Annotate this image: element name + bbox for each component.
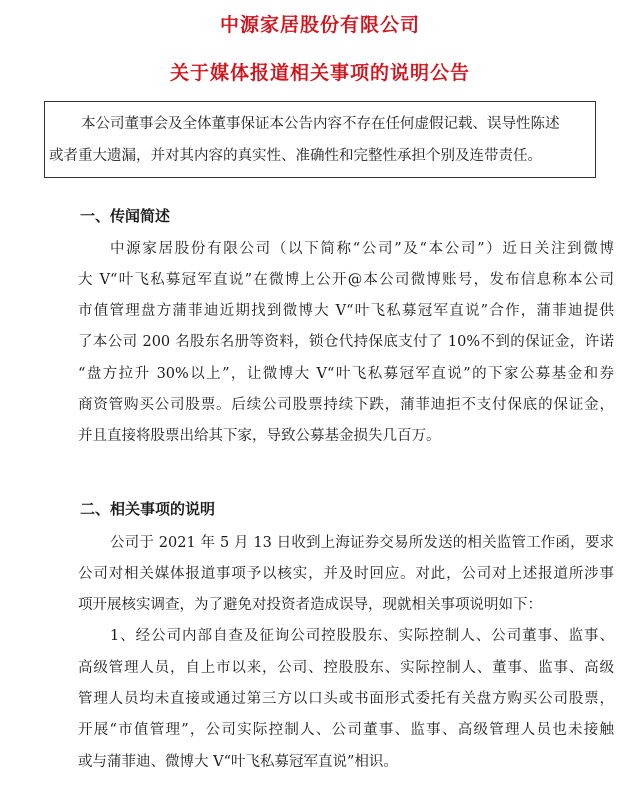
section-2-line: 项开展核实调查，为了避免对投资者造成误导，现就相关事项说明如下：	[78, 597, 542, 613]
notice-line-2: 或者重大遗漏，并对其内容的真实性、准确性和完整性承担个别及连带责任。	[49, 148, 542, 164]
section-1-line: 商资管购买公司股票。后续公司股票持续下跌，蒲菲迪拒不支付保底的保证金，	[78, 397, 614, 413]
section-1-line: 并且直接将股票出给其下家，导致公募基金损失几百万。	[78, 428, 441, 444]
section-2-line: 公司于 2021 年 5 月 13 日收到上海证券交易所发送的相关监管工作函，要求	[110, 535, 614, 551]
section-1-heading: 一、传闻简述	[80, 207, 171, 225]
board-guarantee-notice	[44, 101, 596, 178]
section-1-line: 市值管理盘方蒲菲迪近期找到微博大 V“叶飞私募冠军直说”合作，蒲菲迪提供	[78, 303, 614, 319]
section-1-line: 中源家居股份有限公司（以下简称“公司”及“本公司”）近日关注到微博	[110, 241, 614, 257]
section-2-line: 1、经公司内部自查及征询公司控股股东、实际控制人、公司董事、监事、	[110, 628, 614, 644]
section-1-line: 大 V“叶飞私募冠军直说”在微博上公开@本公司微博账号，发布信息称本公司	[78, 272, 614, 288]
section-2-line: 管理人员均未直接或通过第三方以口头或书面形式委托有关盘方购买公司股票，	[78, 691, 614, 707]
section-2-line: 开展“市值管理”，公司实际控制人、公司董事、监事、高级管理人员也未接触	[78, 722, 614, 738]
announcement-title: 关于媒体报道相关事项的说明公告	[169, 62, 470, 84]
notice-line-1: 本公司董事会及全体董事保证本公告内容不存在任何虚假记载、误导性陈述	[81, 116, 560, 132]
section-1-line: “盘方拉升 30%以上”，让微博大 V“叶飞私募冠军直说”的下家公募基金和券	[78, 366, 614, 382]
section-2-line: 或与蒲菲迪、微博大 V“叶飞私募冠军直说”相识。	[78, 754, 398, 770]
section-1-line: 了本公司 200 名股东名册等资料，锁仓代持保底支付了 10%不到的保证金，许诺	[78, 334, 614, 350]
section-2-line: 公司对相关媒体报道事项予以核实，并及时回应。对此，公司对上述报道所涉事	[78, 566, 614, 582]
company-name: 中源家居股份有限公司	[219, 14, 420, 36]
section-2-line: 高级管理人员，自上市以来，公司、控股股东、实际控制人、董事、监事、高级	[78, 660, 614, 676]
section-2-heading: 二、相关事项的说明	[80, 500, 216, 518]
